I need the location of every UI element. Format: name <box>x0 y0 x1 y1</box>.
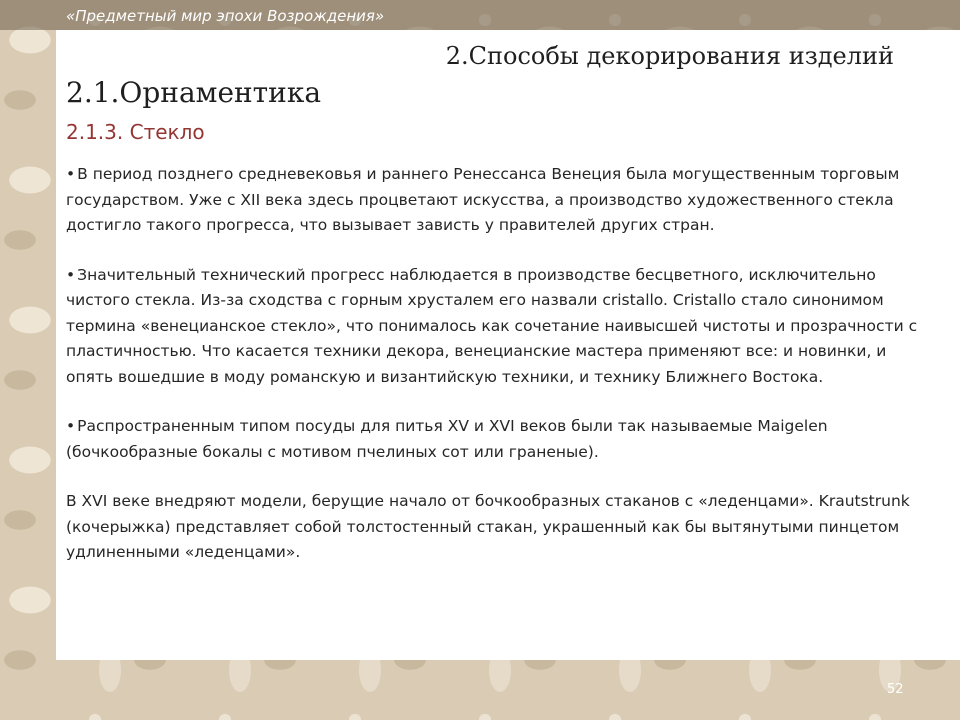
bullet-icon: • <box>66 417 76 435</box>
paragraph <box>66 263 928 391</box>
paragraph-text: В период позднего средневековья и раннего Ренессанса Венеция была могущественным торговым государством. Уже с XII века здесь процветают искусства, а производство художественного стекла достигло такого прогресса, что вызывает зависть у правителей других стран. <box>66 165 900 234</box>
page-number: 52 <box>887 682 904 697</box>
paragraph <box>66 489 928 566</box>
paragraph <box>66 162 928 239</box>
deck-title: «Предметный мир эпохи Возрождения» <box>66 7 385 25</box>
bullet-icon: • <box>66 165 76 183</box>
paragraph-text: Распространенным типом посуды для питья XV и XVI веков были так называемые Maigelen (бочкообразные бокалы с мотивом пчелиных сот или граненые). <box>66 417 828 461</box>
subsubsection-title: 2.1.3. Стекло <box>66 120 205 144</box>
paragraph <box>66 414 928 465</box>
paragraph-text: Значительный технический прогресс наблюдается в производстве бесцветного, исключительно чистого стекла. Из-за сходства с горным хрусталем его назвали cristallo. Cristallo стало синонимом термина «венецианское стекло», что понималось как сочетание наивысшей чистоты и прозрачности с пластичностью. Что касается техники декора, венецианские мастера применяют все: и новинки, и опять вошедшие в моду романскую и византийскую техники, и технику Ближнего Востока. <box>66 265 918 386</box>
bullet-icon: • <box>66 265 76 284</box>
body-text <box>66 162 928 566</box>
paragraph-text: В XVI веке внедряют модели, берущие начало от бочкообразных стаканов с «леденцами». Krautstrunk (кочерыжка) представляет собой толстостенный стакан, украшенный как бы вытянутыми пинцетом удлиненными «леденцами». <box>66 492 910 561</box>
section-title: 2.Способы декорирования изделий <box>445 42 894 70</box>
subsection-title: 2.1.Орнаментика <box>66 76 322 109</box>
